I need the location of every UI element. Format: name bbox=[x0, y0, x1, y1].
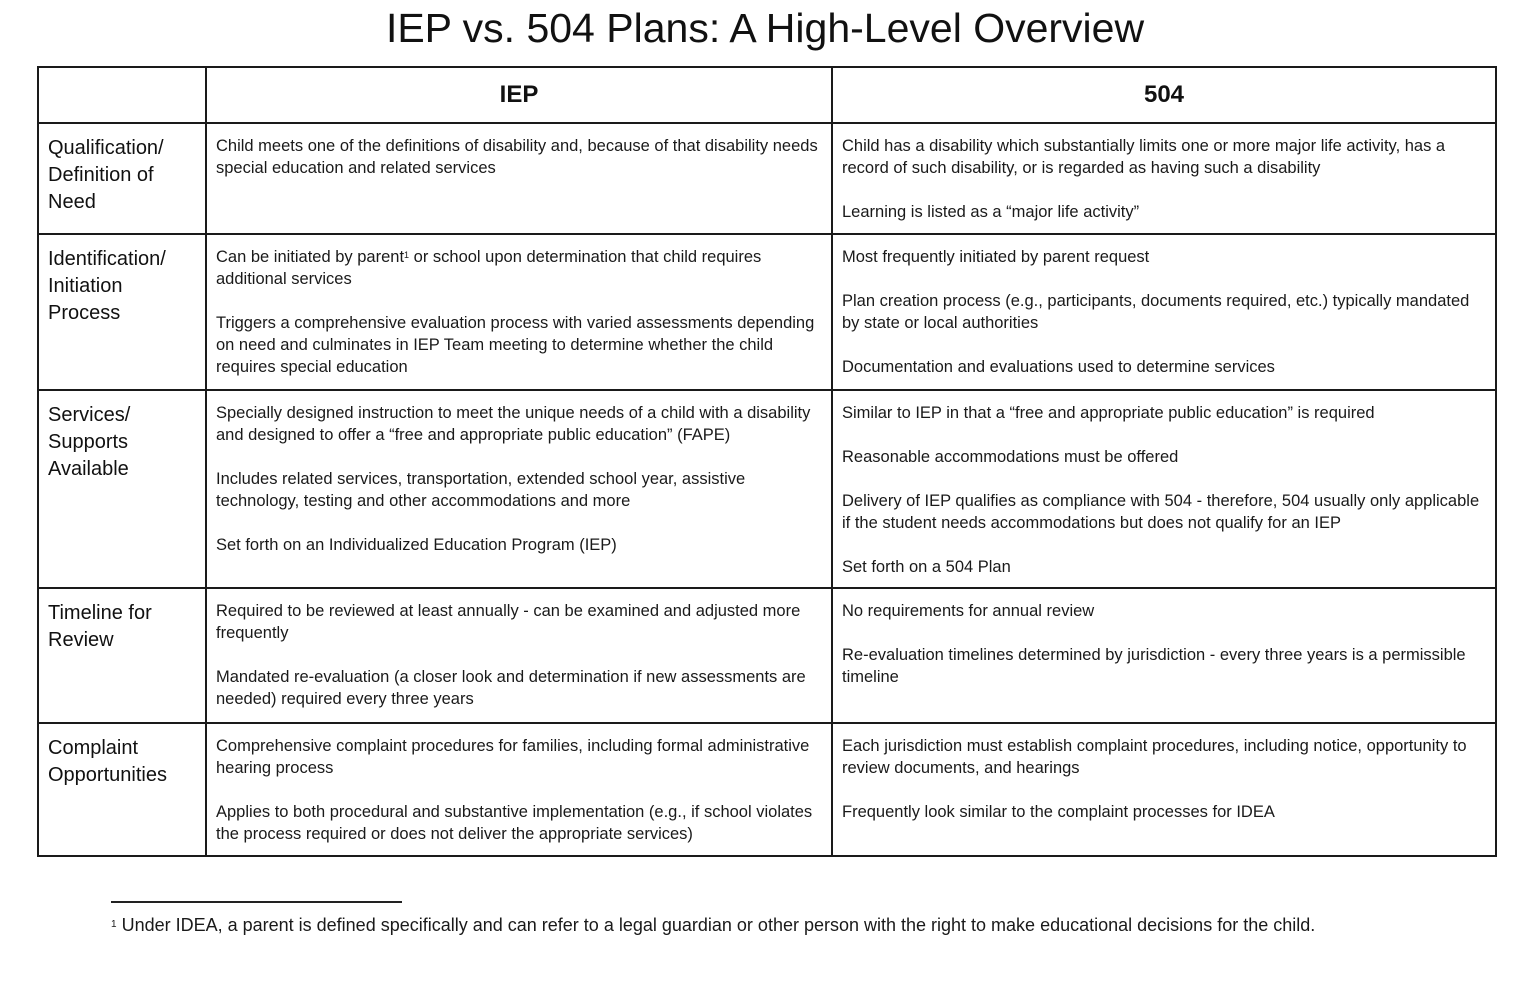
504-cell-qualification bbox=[832, 123, 1496, 234]
iep-cell-services bbox=[206, 390, 832, 588]
iep-cell-qualification bbox=[206, 123, 832, 234]
cell-paragraph: Child has a disability which substantially limits one or more major life activity, has a record of such disability, or is regarded as having such a disability bbox=[842, 137, 1446, 177]
504-cell-identification bbox=[832, 234, 1496, 390]
cell-paragraph: Mandated re-evaluation (a closer look and determination if new assessments are needed) required every three years bbox=[216, 668, 806, 708]
footnote-divider bbox=[111, 901, 402, 903]
cell-paragraph: Delivery of IEP qualifies as compliance with 504 - therefore, 504 usually only applicable if the student needs accommodations but does not qualify for an IEP bbox=[842, 492, 1480, 532]
row-label-timeline: Timeline for Review bbox=[38, 588, 206, 723]
iep-cell-complaint bbox=[206, 723, 832, 856]
footnote bbox=[111, 913, 1411, 938]
page-title: IEP vs. 504 Plans: A High-Level Overview bbox=[385, 5, 1145, 51]
cell-paragraph: Plan creation process (e.g., participants, documents required, etc.) typically mandated by state or local authorities bbox=[842, 292, 1470, 332]
cell-paragraph: Reasonable accommodations must be offered bbox=[842, 448, 1179, 466]
cell-paragraph: No requirements for annual review bbox=[842, 602, 1095, 620]
504-cell-services bbox=[832, 390, 1496, 588]
504-cell-timeline bbox=[832, 588, 1496, 723]
cell-paragraph: Most frequently initiated by parent request bbox=[842, 248, 1150, 266]
504-cell-complaint bbox=[832, 723, 1496, 856]
cell-paragraph: Specially designed instruction to meet the unique needs of a child with a disability and designed to offer a “free and appropriate public education” (FAPE) bbox=[216, 404, 811, 444]
cell-paragraph: Includes related services, transportation, extended school year, assistive technology, testing and other accommodations and more bbox=[216, 470, 746, 510]
row-label-identification: Identification/ Initiation Process bbox=[38, 234, 206, 390]
cell-paragraph: Documentation and evaluations used to determine services bbox=[842, 358, 1275, 376]
cell-paragraph: Learning is listed as a “major life activity” bbox=[842, 203, 1140, 221]
iep-cell-identification bbox=[206, 234, 832, 390]
cell-paragraph: Re-evaluation timelines determined by jurisdiction - every three years is a permissible timeline bbox=[842, 646, 1466, 686]
iep-cell-timeline bbox=[206, 588, 832, 723]
table-row bbox=[38, 234, 1496, 390]
header-row bbox=[38, 67, 1496, 123]
header-iep: IEP bbox=[206, 67, 832, 123]
cell-paragraph: Can be initiated by parent$^1$ or school upon determination that child requires additional services bbox=[216, 248, 762, 288]
header-504: 504 bbox=[832, 67, 1496, 123]
table-row bbox=[38, 390, 1496, 588]
table-row bbox=[38, 123, 1496, 234]
cell-paragraph: Frequently look similar to the complaint processes for IDEA bbox=[842, 803, 1275, 821]
cell-paragraph: Applies to both procedural and substantive implementation (e.g., if school violates the process required or does not deliver the appropriate services) bbox=[216, 803, 813, 843]
cell-paragraph: Triggers a comprehensive evaluation process with varied assessments depending on need and culminates in IEP Team meeting to determine whether the child requires special education bbox=[216, 314, 815, 376]
footnote-marker: 1 bbox=[111, 919, 117, 930]
footnote-reference[interactable]: 1 bbox=[404, 250, 410, 260]
table-row bbox=[38, 588, 1496, 723]
cell-paragraph: Set forth on an Individualized Education Program (IEP) bbox=[216, 536, 617, 554]
footnote-text: Under IDEA, a parent is defined specifically and can refer to a legal guardian or other person with the right to make educational decisions for the child. bbox=[116, 915, 1316, 935]
row-label-services: Services/ Supports Available bbox=[38, 390, 206, 588]
row-label-complaint: Complaint Opportunities bbox=[38, 723, 206, 856]
cell-paragraph: Similar to IEP in that a “free and appropriate public education” is required bbox=[842, 404, 1375, 422]
cell-paragraph: Set forth on a 504 Plan bbox=[842, 558, 1011, 576]
header-blank bbox=[38, 67, 206, 123]
cell-paragraph: Comprehensive complaint procedures for families, including formal administrative hearing process bbox=[216, 737, 810, 777]
cell-paragraph: Required to be reviewed at least annually - can be examined and adjusted more frequently bbox=[216, 602, 801, 642]
cell-paragraph: Each jurisdiction must establish complaint procedures, including notice, opportunity to review documents, and hearings bbox=[842, 737, 1467, 777]
table-row bbox=[38, 723, 1496, 856]
row-label-qualification: Qualification/ Definition of Need bbox=[38, 123, 206, 234]
cell-paragraph: Child meets one of the definitions of disability and, because of that disability needs special education and related services bbox=[216, 137, 818, 177]
comparison-table bbox=[37, 66, 1497, 857]
